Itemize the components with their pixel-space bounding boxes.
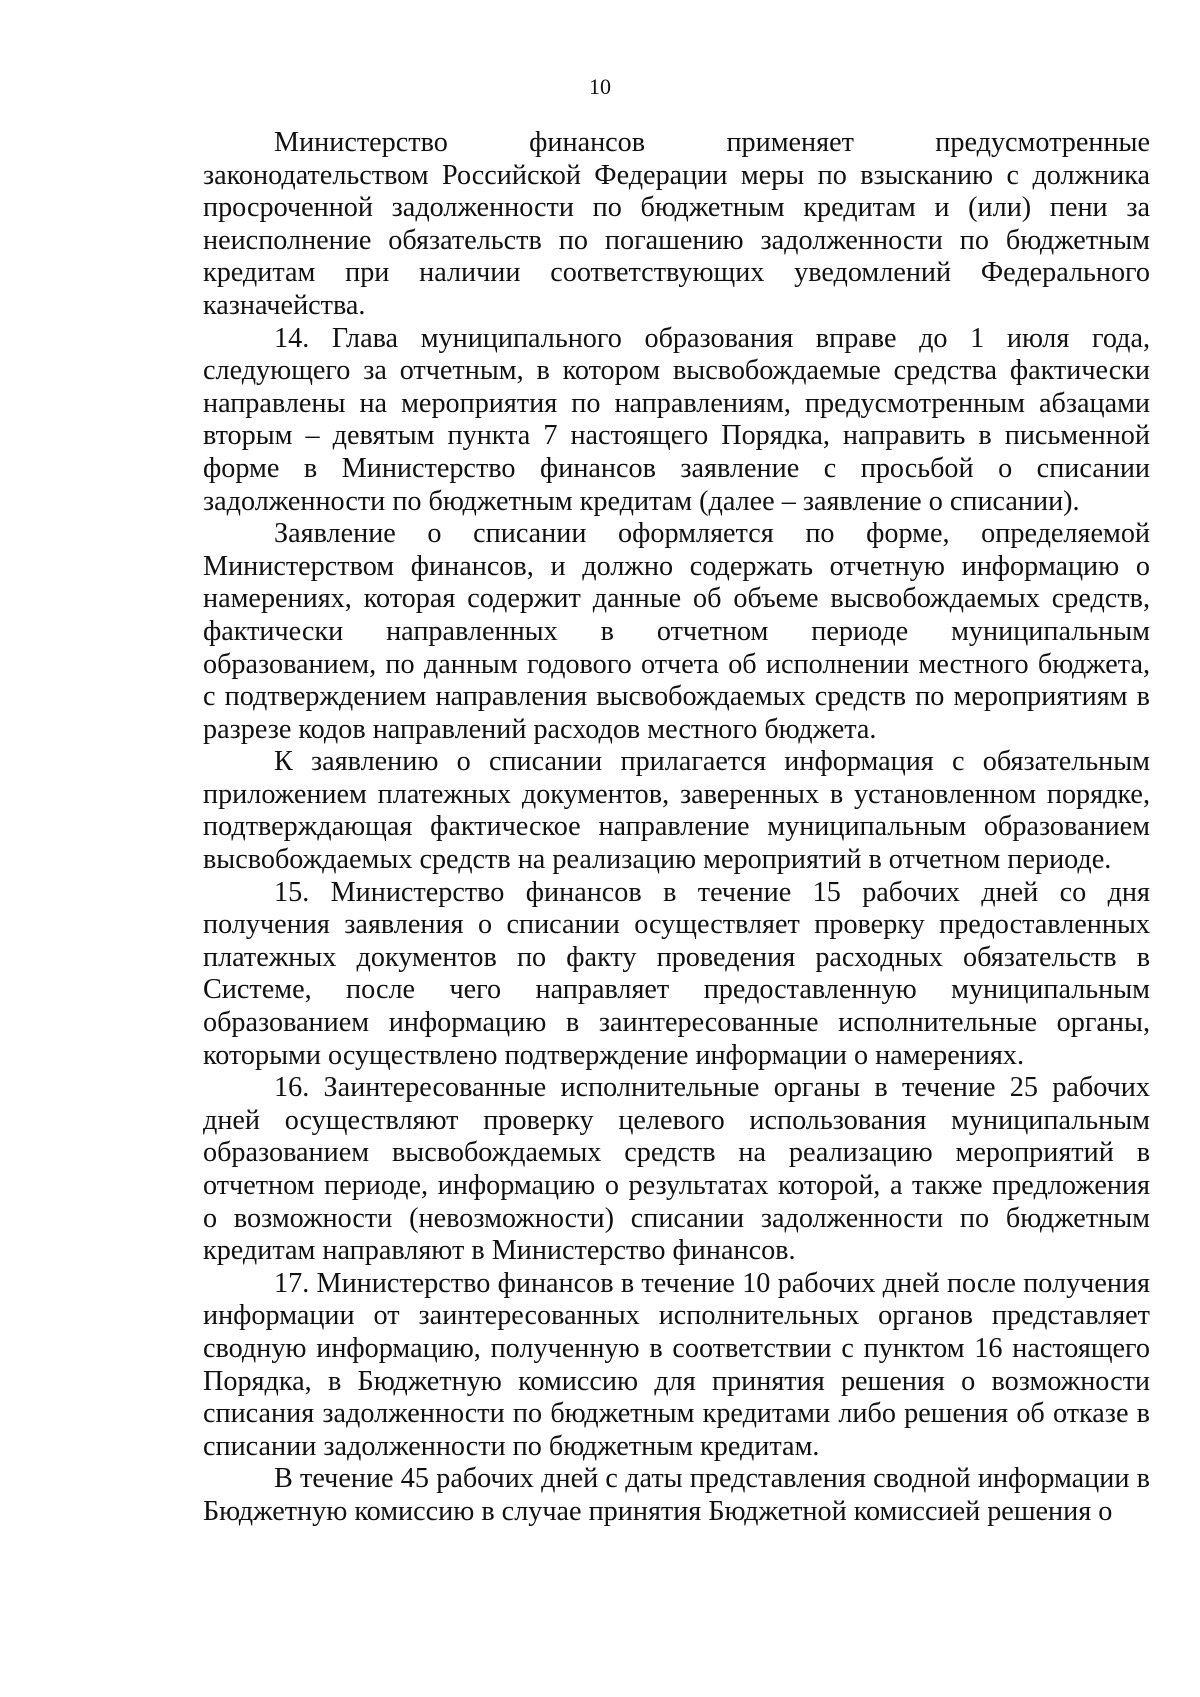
paragraph-penalty-measures: Министерство финансов применяет предусмотренные законодательством Российской Федерации меры по взысканию с должника просроченной задолженности по бюджетным кредитам и (или) пени за неисполнение обязательств по погашению задолженности по бюджетным кредитам при наличии соответствующих уведомлений Федерального казначейства. — [203, 127, 1150, 321]
page-number: 10 — [589, 74, 611, 99]
document-body — [203, 127, 1150, 1529]
paragraph-clause-17: 17. Министерство финансов в течение 10 рабочих дней после получения информации от заинтересованных исполнительных органов представляет сводную информацию, полученную в соответствии с пунктом 16 настоящего Порядка, в Бюджетную комиссию для принятия решения о возможности списания задолженности по бюджетным кредитами либо решения об отказе в списании задолженности по бюджетным кредитам. — [203, 1267, 1150, 1462]
paragraph-attachments: К заявлению о списании прилагается информация с обязательным приложением платежных документов, заверенных в установленном порядке, подтверждающая фактическое направление муниципальным образованием высвобождаемых средств на реализацию мероприятий в отчетном периоде. — [203, 746, 1150, 876]
paragraph-clause-16: 16. Заинтересованные исполнительные органы в течение 25 рабочих дней осуществляют проверку целевого использования муниципальным образованием высвобождаемых средств на реализацию мероприятий в отчетном периоде, информацию о результатах которой, а также предложения о возможности (невозможности) списании задолженности по бюджетным кредитам направляют в Министерство финансов. — [203, 1072, 1150, 1267]
paragraph-decision-period: В течение 45 рабочих дней с даты представления сводной информации в Бюджетную комиссию в случае принятия Бюджетной комиссией решения о — [203, 1463, 1150, 1527]
paragraph-clause-14: 14. Глава муниципального образования вправе до 1 июля года, следующего за отчетным, в котором высвобождаемые средства фактически направлены на мероприятия по направлениям, предусмотренным абзацами вторым – девятым пункта 7 настоящего Порядка, направить в письменной форме в Министерство финансов заявление с просьбой о списании задолженности по бюджетным кредитам (далее – заявление о списании). — [203, 322, 1150, 517]
paragraph-application-form: Заявление о списании оформляется по форме, определяемой Министерством финансов, и должно содержать отчетную информацию о намерениях, которая содержит данные об объеме высвобождаемых средств, фактически направленных в отчетном периоде муниципальным образованием, по данным годового отчета об исполнении местного бюджета, с подтверждением направления высвобождаемых средств по мероприятиям в разрезе кодов направлений расходов местного бюджета. — [203, 518, 1150, 745]
paragraph-clause-15: 15. Министерство финансов в течение 15 рабочих дней со дня получения заявления о списании осуществляет проверку предоставленных платежных документов по факту проведения расходных обязательств в Системе, после чего направляет предоставленную муниципальным образованием информацию в заинтересованные исполнительные органы, которыми осуществлено подтверждение информации о намерениях. — [203, 876, 1150, 1071]
